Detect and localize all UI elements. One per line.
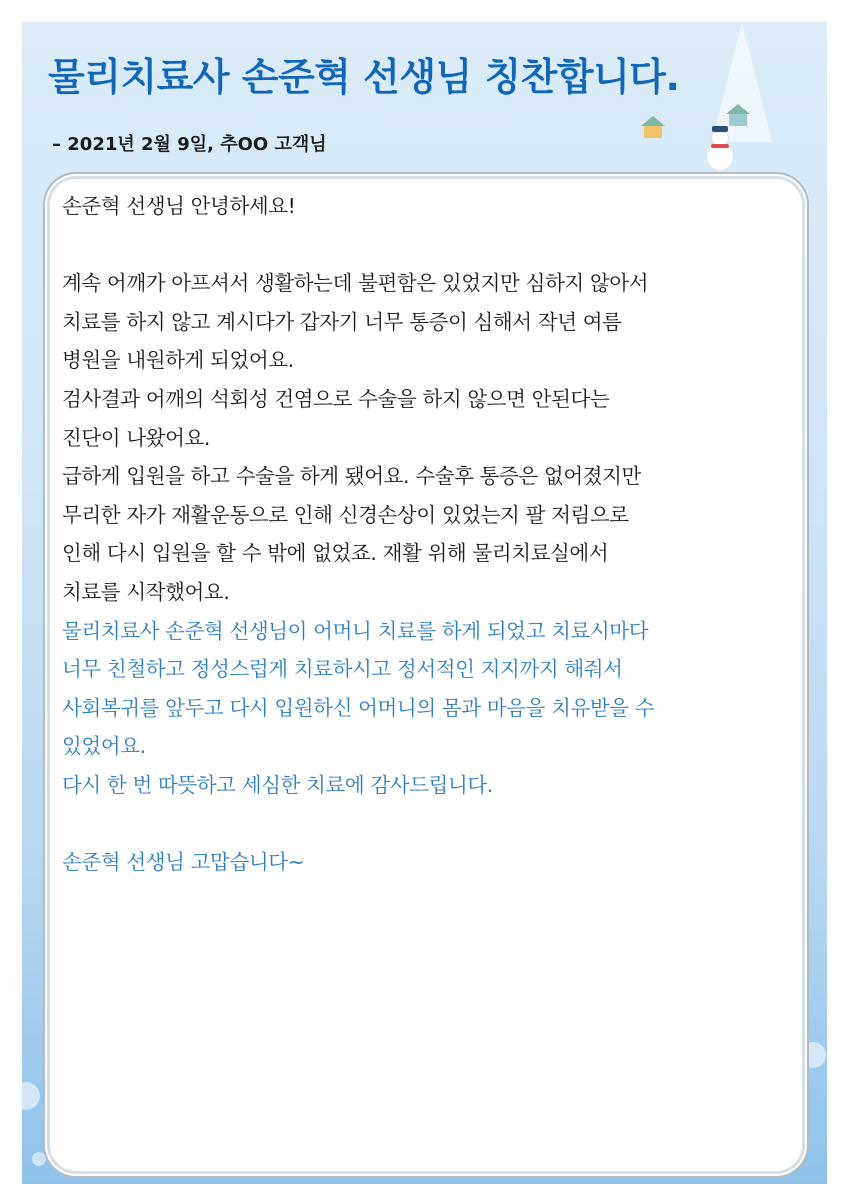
bubble-decoration (22, 1082, 40, 1110)
bubble-decoration (32, 1152, 46, 1166)
house-icon (729, 114, 747, 126)
letter-line: 병원을 내원하게 되었어요. (62, 348, 294, 373)
letter-line: 다시 한 번 따뜻하고 세심한 치료에 감사드립니다. (62, 772, 493, 797)
letter-line: 검사결과 어깨의 석회성 건염으로 수술을 하지 않으면 안된다는 (62, 386, 610, 411)
letter-line (62, 805, 797, 844)
letter-line: 손준혁 선생님 안녕하세요! (62, 194, 296, 218)
letter-line: 진단이 나왔어요. (62, 425, 211, 450)
letter-line: 치료를 시작했어요. (62, 579, 230, 604)
letter-line: 물리치료사 손준혁 선생님이 어머니 치료를 하게 되었고 치료시마다 (62, 618, 649, 643)
page-title: 물리치료사 손준혁 선생님 칭찬합니다. (48, 55, 680, 99)
letter-background (22, 22, 827, 1184)
letter-line: 사회복귀를 앞두고 다시 입원하신 어머니의 몸과 마음을 치유받을 수 (62, 695, 655, 720)
letter-card (50, 179, 802, 1171)
snowman-icon (702, 130, 738, 180)
letter-line: 급하게 입원을 하고 수술을 하게 됐어요. 수술후 통증은 없어졌지만 (62, 464, 641, 489)
letter-line (62, 226, 797, 265)
letter-body (62, 187, 797, 882)
letter-line: 인해 다시 입원을 할 수 밖에 없었죠. 재활 위해 물리치료실에서 (62, 541, 609, 566)
house-icon (644, 126, 662, 138)
letter-line: 있었어요. (62, 734, 146, 759)
letter-line: 치료를 하지 않고 계시다가 갑자기 너무 통증이 심해서 작년 여름 (62, 309, 622, 334)
bubble-decoration (800, 1042, 826, 1068)
letter-line: 너무 친철하고 정성스럽게 치료하시고 정서적인 지지까지 해줘서 (62, 657, 623, 682)
letter-line: 손준혁 선생님 고맙습니다~ (62, 850, 305, 875)
letter-line: 계속 어깨가 아프셔서 생활하는데 불편함은 있었지만 심하지 않아서 (62, 271, 649, 296)
letter-line: 무리한 자가 재활운동으로 인해 신경손상이 있었는지 팔 저림으로 (62, 502, 629, 527)
page-subtitle: – 2021년 2월 9일, 추OO 고객님 (52, 134, 327, 155)
